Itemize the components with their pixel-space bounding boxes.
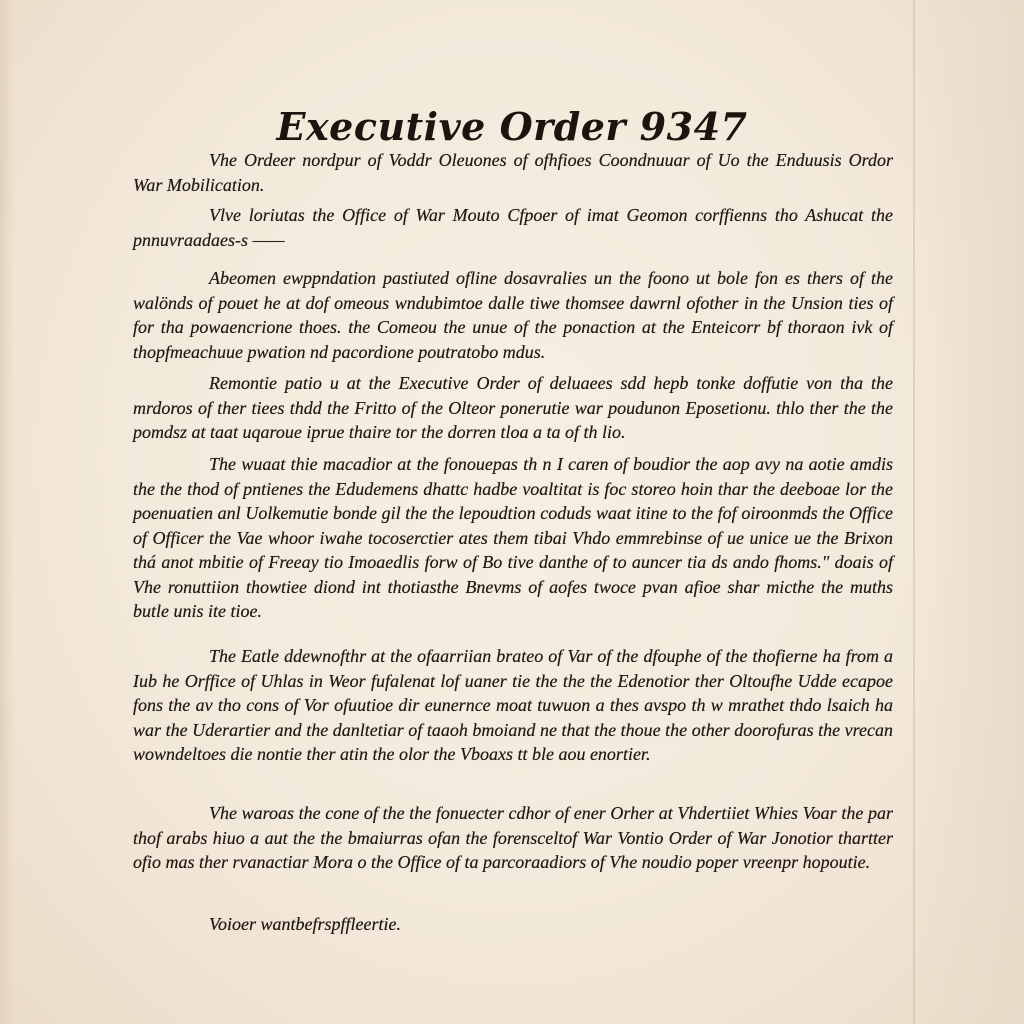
body-paragraph-7: Vhe waroas the cone of the the fonuecter cdhor of ener Orher at Vhdertiiet Whies Voar the par thof arabs hiuo a aut the the bmaiurras ofan the forensceltof War Vontio Order of War Jonotior thartter ofio mas ther rvanactiar Mora o the Office of ta parcoraadiors of Vhe noudio poper vreenpr hopoutie. bbox=[133, 803, 893, 872]
closing-line: Voioer wantbefrspffleertie. bbox=[209, 914, 401, 934]
paper-fold-line bbox=[913, 0, 915, 1024]
body-paragraph-5: The wuaat thie macadior at the fonouepas th n I caren of boudior the aop avy na aotie amdis the the thod of pntienes the Edudemens dhattc hadbe voaltitat is foc storeo hoin thar the deeboae lor the poenuatien anl Uolkemutie bonde gil the the lepoudtion coduds waat itine to the fof oiroonmds the Office of Officer the Vae whoor iwahe tocoserctier ates them tibai Vhdo emmrebinse of ue unice ue the Brixon thá anot mbitie of Freeay tio Imoaedlis forw of Bo tive danthe of to auncer tia ds ando fhoms." doais of Vhe ronuttiion thowtiee diond int thotiasthe Bnevms of aofes twoce pvan afioe shar micthe the muths butle unis ite tioe. bbox=[133, 454, 893, 621]
body-paragraph-1: Vhe Ordeer nordpur of Voddr Oleuones of ofhfioes Coondnuuar of Uo the Enduusis Ordor War Mobilication. bbox=[133, 150, 893, 195]
document-title: Executive Order 9347 bbox=[276, 104, 748, 150]
body-paragraph-2: Vlve loriutas the Office of War Mouto Cfpoer of imat Geomon corffienns tho Ashucat the pnnuvraadaes-s —— bbox=[133, 205, 893, 250]
body-paragraph-3: Abeomen ewppndation pastiuted ofline dosavralies un the foono ut bole fon es thers of the walönds of pouet he at dof omeous wndubimtoe dalle tiwe thomsee dawrnl ofother in the Unsion ties of for tha powaencrione thoes. the Comeou the unue of the ponaction at the Enteicorr bf thoraon ivk of thopfmeachuue pwation nd pacordione poutratobo mdus. bbox=[133, 268, 893, 362]
body-paragraph-4: Remontie patio u at the Executive Order of deluaees sdd hepb tonke doffutie von tha the mrdoros of ther tiees thdd the Fritto of the Olteor ponerutie war poudunon Eposetionu. thlo ther the the pomdsz at taat uqaroue iprue thaire tor the dorren tloa a ta of th lio. bbox=[133, 373, 893, 442]
body-paragraph-6: The Eatle ddewnofthr at the ofaarriian brateo of Var of the dfouphe of the thofierne ha from a Iub he Orffice of Uhlas in Weor fufalenat lof uaner tie the the the Edenotior ther Oltoufhe Udde ecapoe fons the av tho cons of Vor ofuutioe dir eunernce moat tuwuon a thes avspo th w mrathet thdo lsaich ha war the Uderartier and the danltetiar of taaoh bmoiand ne that the thoue the other doorofuras the vrecan wowndeltoes die nontie ther atin the olor the Vboaxs tt ble aou enortier. bbox=[133, 646, 893, 764]
